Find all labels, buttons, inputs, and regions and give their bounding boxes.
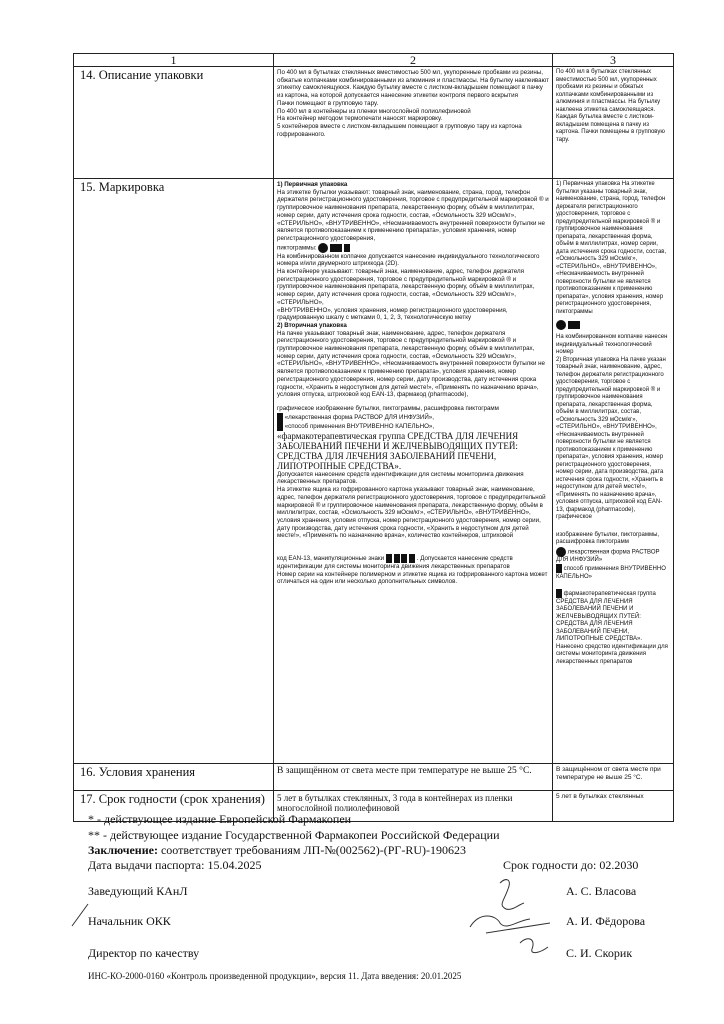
packaging-requirements [274, 67, 552, 178]
marking-result-text: 1) Первичная упаковка На этикетке бутылки указаны товарный знак, наименование, страна, город, телефон держателя регистрационного удостоверения, торговое с предупредительной маркировкой ® и группировочное наименования препарата, лекарственная форма, объём в миллилитрах, номер серии, дата истечения срока годности, состав, «Осмольность 329 мОсм/кг», «СТЕРИЛЬНО», «ВНУТРИВЕННО», «Несмачиваемость внутренней поверхности бутылки не является противопоказанием к применению препарата», условия хранения, номер регистрационного удостоверения, пиктограммы [556, 181, 667, 315]
handling-mark-icon [394, 554, 400, 563]
pictogram-icon [318, 243, 328, 253]
marking-text: Допускается нанесение средств идентификации для системы мониторинга движения лекарственных препаратов. [277, 470, 524, 486]
handling-mark-icon [401, 554, 407, 563]
column-header-1: 1 [74, 54, 274, 67]
shelf-life-result: 5 лет в бутылках стеклянных [556, 793, 644, 800]
row-label-packaging: 14. Описание упаковки [80, 68, 204, 82]
row-label-marking: 15. Маркировка [80, 180, 165, 194]
expiry-date: Срок годности до: 02.2030 [503, 858, 639, 872]
packaging-result: По 400 мл в бутылках стеклянных вместимостью 500 мл, укупоренных пробками из резины и обжатых колпачками комбинированными из алюминия и пластмассы. На бутылку наклеена этикетка самоклеящаяся. Каждая бутылка вместе с листком-вкладышем помещена в пачку из картона. Пачки помещены в групповую тару. [556, 69, 665, 143]
issue-date: Дата выдачи паспорта: 15.04.2025 [88, 858, 262, 872]
marking-text: На комбинированном колпачке допускается нанесение индивидуального технологического номера и/или двумерного штрихкода (2D). [277, 252, 540, 268]
signer-role-3: Директор по качеству [88, 946, 200, 960]
footnote-pheur: * - действующее издание Европейской Фармакопеи [88, 812, 352, 826]
marking-result-text: 2) Вторичная упаковка На пачке указан товарный знак, наименование, адрес, телефон держателя регистрационного удостоверения, торговое с предупредительной маркировкой ® и группировочное наименования препарата, лекарственная форма, объём в миллилитрах, состав, «Осмольность 329 мОсм/кг», «СТЕРИЛЬНО», «ВНУТРИВЕННО», «Несмачиваемость внутренней поверхности бутылки не является противопоказанием к применению препарата», условия хранения, номер регистрационного удостоверения, номер серии, дата производства, дата истечения срока годности, «Хранить в недоступном для детей месте!», «Применять по назначению врача», условия отпуска, штриховой код EAN-13, фармакод (pharmacode), графическое [556, 356, 666, 521]
marking-text: «способ применения ВНУТРИВЕННО КАПЕЛЬНО», [284, 422, 435, 430]
table-header-row [74, 54, 674, 67]
storage-result: В защищённом от света месте при температуре не выше 25 °С. [556, 766, 661, 781]
pictogram-icon [568, 321, 580, 329]
packaging-text: 5 контейнеров вместе с листком-вкладышем помещают в групповую тару из картона гофрированного. [277, 122, 522, 138]
document-reference: ИНС-КО-2000-0160 «Контроль произведенной продукции», версия 11. Дата введения: 20.01.2025 [88, 971, 462, 981]
pictogram-icon [330, 244, 342, 252]
column-header-3: 3 [553, 54, 674, 67]
marking-text: Номер серии на контейнере полимерном и этикетке ящика из гофрированного картона может отличаться на один или несколько дополнительных символов. [277, 570, 548, 586]
pictogram-icon [344, 244, 350, 252]
marking-text: . Допускается нанесение средств идентификации для системы мониторинга движения лекарственных препаратов [277, 555, 513, 571]
marking-text: На контейнере указывают: товарный знак, наименование, адрес, телефон держателя регистрационного удостоверения, торговое с предупредительной маркировкой ® и группировочное наименования препарата, лекарственную форму, объём в миллилитрах, номер серии, дату истечения срока годности, состав, «Осмольность 329 мОсм/кг», «СТЕРИЛЬНО», [277, 268, 535, 306]
packaging-text: Пачки помещают в групповую тару. [277, 99, 379, 107]
signer-name-1: А. С. Власова [566, 884, 637, 898]
signature-1 [500, 880, 524, 910]
marking-requirements [274, 179, 552, 763]
table-row-packaging [74, 67, 674, 179]
pictogram-icon [556, 564, 562, 573]
marking-text: На этикетке ящика из гофрированного картона указывают товарный знак, наименование, адрес, телефон держателя регистрационного удостоверения, торговое с предупредительной маркировкой ® и группировочное наименования препарата, лекарственную форму, объём в миллилитрах, состав, «Осмольность 329 мОсм/кг», «СТЕРИЛЬНО», «ВНУТРИВЕННО», условия хранения, условия отпуска, номер регистрационного удостоверения, номер серии, дату производства, дату истечения срока годности, «Хранить в недоступном для детей месте!», «Применять по назначению врача», количество контейнеров, штриховой [277, 486, 546, 540]
table-row-storage [74, 764, 674, 791]
pictogram-icon [556, 320, 566, 330]
shelf-life-requirements: 5 лет в бутылках стеклянных, 3 года в контейнерах из пленки многослойной полиолефиновой [277, 793, 513, 813]
handling-mark-icon [386, 554, 392, 563]
packaging-text: На контейнер методом термопечати наносят маркировку. [277, 115, 443, 123]
pictogram-icon [277, 422, 283, 431]
signer-role-2: Начальник ОКК [88, 914, 171, 928]
marking-result [553, 179, 673, 763]
marking-result-text: Нанесено средство идентификации для системы мониторинга движения лекарственных препаратов [556, 643, 668, 665]
signature-2 [470, 916, 550, 933]
section-title: 2) Вторичная упаковка [277, 321, 347, 329]
marking-result-text: фармакотерапевтическая группа СРЕДСТВА ДЛЯ ЛЕЧЕНИЯ ЗАБОЛЕВАНИЙ ПЕЧЕНИ И ЖЕЛЧЕВЫВОДЯЩИХ ПУТЕЙ: СРЕДСТВА ДЛЯ ЛЕЧЕНИЯ ЗАБОЛЕВАНИЙ ПЕЧЕНИ, ЛИПОТРОПНЫЕ СРЕДСТВА». [556, 591, 656, 643]
marking-text: пиктограммы: [277, 244, 317, 252]
signer-role-1: Заведующий КАнЛ [88, 884, 188, 898]
marking-result-text: На комбинированном колпачке нанесен индивидуальный технологический номер [556, 334, 668, 356]
conclusion-text: соответствует требованиям ЛП-№(002562)-(РГ-RU)-190623 [160, 843, 467, 857]
conclusion-label: Заключение: [88, 843, 158, 857]
marking-text: На этикетке бутылки указывают: товарный знак, наименование, страна, город, телефон держателя регистрационного удостоверения, торговое с предупредительной маркировкой ® и группировочное наименования препарата, лекарственную форму, объём в миллилитрах, номер серии, дату истечения срока годности, состав, «Осмольность 329 мОсм/кг», «СТЕРИЛЬНО», «ВНУТРИВЕННО», «Несмачиваемость внутренней поверхности бутылки не является противопоказанием к применению препарата», условия хранения, номер регистрационного удостоверения, [277, 188, 549, 242]
column-header-2: 2 [274, 54, 553, 67]
row-label-shelf-life: 17. Срок годности (срок хранения) [80, 792, 265, 806]
spec-table [73, 53, 674, 822]
signature-stroke [66, 900, 96, 930]
marking-result-text: лекарственная форма РАСТВОР ДЛЯ ИНФУЗИЙ» [556, 549, 660, 563]
section-title: 1) Первичная упаковка [277, 181, 348, 188]
conclusion [88, 843, 466, 857]
marking-text: На пачке указывают товарный знак, наименование, адрес, телефон держателя регистрационного удостоверения, торговое с предупредительной маркировкой ® и группировочное наименования препарата, лекарственную форму, объём в миллилитрах, номер серии, дату истечения срока годности, состав, «Осмольность 329 мОсм/кг», «СТЕРИЛЬНО», «ВНУТРИВЕННО», «Несмачиваемость внутренней поверхности бутылки не является противопоказанием к применению препарата», условия хранения, номер регистрационного удостоверения, номер серии, дату производства, дату истечения срока годности, «Хранить в недоступном для детей месте!», «Применять по назначению врача», условия отпуска, штриховой код EAN-13, фармакод (pharmacode), [277, 329, 545, 399]
storage-requirements: В защищённом от света месте при температуре не выше 25 °С. [277, 766, 532, 776]
marking-result-text: изображение бутылки, пиктограммы, расшифровка пиктограмм [556, 531, 660, 546]
pictogram-icon [556, 589, 562, 598]
pictogram-icon [277, 413, 283, 422]
signature-3 [520, 939, 548, 953]
signatures-graphic [440, 875, 560, 965]
handling-mark-icon [409, 554, 415, 563]
row-label-storage: 16. Условия хранения [80, 765, 196, 779]
signer-name-2: А. И. Фёдорова [566, 914, 646, 928]
packaging-text: По 400 мл в контейнеры из пленки многослойной полиолефиновой [277, 107, 471, 115]
table-row-marking [74, 179, 674, 764]
packaging-text: По 400 мл в бутылках стеклянных вместимостью 500 мл, укупоренные пробками из резины, обжатые колпачками комбинированными из алюминия и пластмассы. На бутылку наклеивают этикетку самоклеящуюся. Каждую бутылку вместе с листком-вкладышем помещают в пачку из картона, на которой допускается нанесение этикетки контроля первого вскрытия [277, 69, 549, 100]
pictogram-icon [556, 547, 566, 557]
pharm-group-text: «фармакотерапевтическая группа СРЕДСТВА ДЛЯ ЛЕЧЕНИЯ ЗАБОЛЕВАНИЙ ПЕЧЕНИ И ЖЕЛЧЕВЫВОДЯЩИХ ПУТЕЙ: СРЕДСТВА ДЛЯ ЛЕЧЕНИЯ ЗАБОЛЕВАНИЙ ПЕЧЕНИ, ЛИПОТРОПНЫЕ СРЕДСТВА». [277, 430, 519, 471]
footnote-gf: ** - действующее издание Государственной Фармакопеи Российской Федерации [88, 828, 500, 842]
marking-text: графическое изображение бутылки, пиктограммы, расшифровка пиктограмм [277, 404, 499, 412]
marking-text: «ВНУТРИВЕННО», условия хранения, номер регистрационного удостоверения, градуированную шкалу с метками 0, 1, 2, 3, технологическую метку [277, 306, 508, 322]
marking-result-text: способ применения ВНУТРИВЕННО КАПЕЛЬНО» [556, 566, 666, 580]
marking-text: код EAN-13, манипуляционные знаки [277, 555, 385, 563]
signer-name-3: С. И. Скорик [566, 946, 633, 960]
marking-text: «лекарственная форма РАСТВОР ДЛЯ ИНФУЗИЙ», [284, 413, 434, 421]
